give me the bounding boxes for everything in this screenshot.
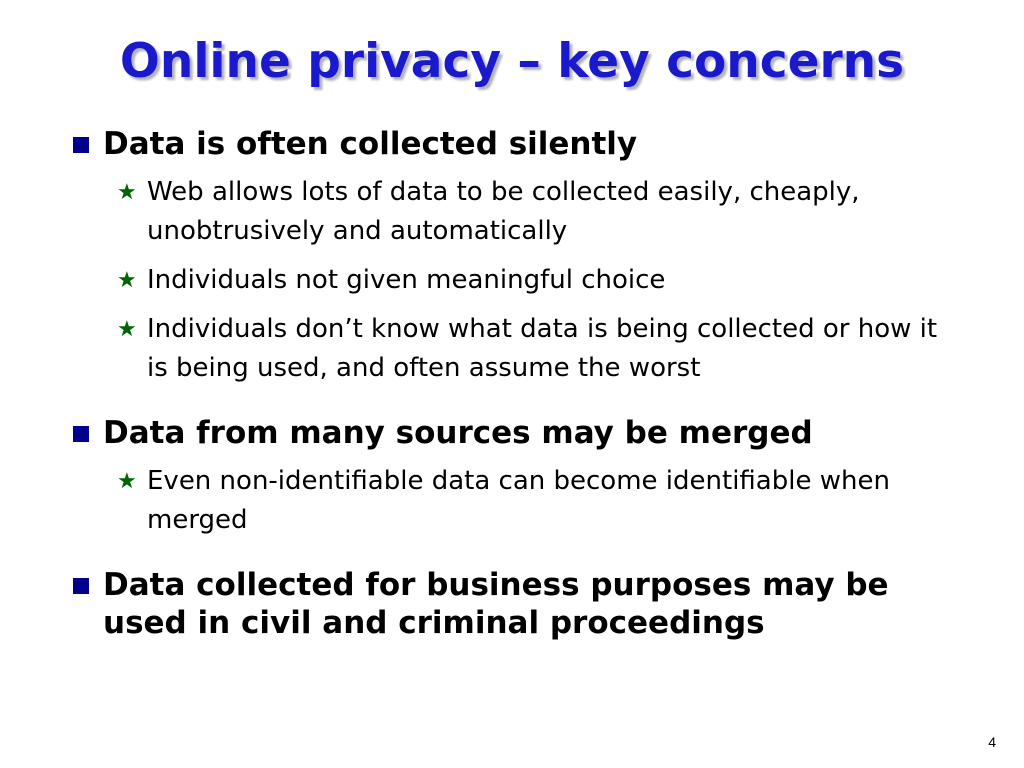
star-icon: ★ [117,268,137,293]
sub-bullet-text: Web allows lots of data to be collected easily, cheaply, unobtrusively and automatically [147,177,860,246]
bullet-text: Data collected for business purposes may be used in civil and criminal proceedings [103,567,889,641]
page-number: 4 [988,734,996,750]
sub-bullet-item [0,310,1024,388]
bullet-item [0,566,1024,642]
bullet-item [0,125,1024,163]
square-bullet-icon [73,137,89,153]
square-bullet-icon [73,426,89,442]
sub-bullet-text: Individuals don’t know what data is being collected or how it is being used, and often assume the worst [147,314,938,383]
bullet-text: Data is often collected silently [103,126,638,162]
bullet-text: Data from many sources may be merged [103,415,813,451]
sub-bullet-item [0,462,1024,540]
sub-bullet-text: Even non-identifiable data can become identifiable when merged [147,466,890,535]
star-icon: ★ [117,180,137,205]
star-icon: ★ [117,317,137,342]
slide-title: Online privacy – key concerns [119,34,905,89]
bullet-list [0,125,1024,642]
square-bullet-icon [73,578,89,594]
star-icon: ★ [117,469,137,494]
sub-bullet-item [0,261,1024,300]
bullet-item [0,414,1024,452]
sub-bullet-text: Individuals not given meaningful choice [147,265,666,295]
sub-bullet-item [0,173,1024,251]
